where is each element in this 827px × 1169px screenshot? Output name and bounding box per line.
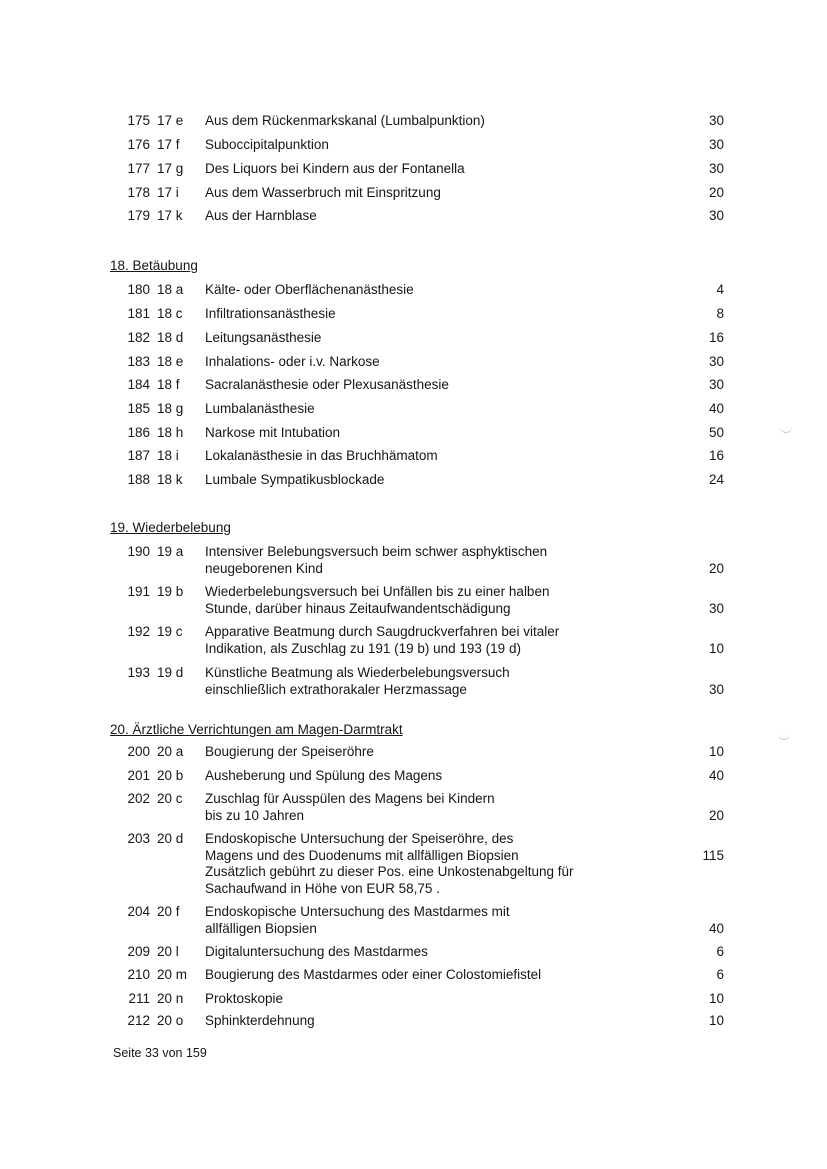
description-line: Lokalanästhesie in das Bruchhämatom (205, 448, 438, 463)
table-row (110, 137, 730, 154)
points-value: 6 (716, 944, 724, 959)
item-code: 19 c (157, 624, 183, 639)
description-line: Zusätzlich gebührt zu dieser Pos. eine Unkostenabgeltung für (205, 864, 574, 879)
points-value: 20 (708, 807, 724, 823)
table-row (110, 944, 730, 961)
position-number: 184 (127, 377, 150, 392)
position-number: 183 (127, 354, 150, 369)
position-number: 210 (127, 967, 150, 982)
table-row (110, 624, 730, 657)
points-value: 30 (708, 161, 724, 176)
table-row (110, 665, 730, 698)
item-code: 20 c (157, 791, 183, 806)
description-line: Indikation, als Zuschlag zu 191 (19 b) und 193 (19 d) (205, 640, 521, 656)
item-code: 18 c (157, 306, 183, 321)
item-description (205, 425, 620, 442)
item-code: 18 e (157, 354, 184, 369)
item-code: 20 m (157, 967, 188, 982)
description-line: Lumbalanästhesie (205, 401, 315, 416)
table-row (110, 161, 730, 178)
item-description (205, 967, 620, 984)
position-number: 204 (127, 904, 150, 919)
table-row (110, 185, 730, 202)
position-number: 190 (127, 544, 150, 559)
item-code: 18 f (157, 377, 180, 392)
points-value: 30 (708, 681, 724, 697)
table-row (110, 113, 730, 130)
item-code: 18 i (157, 448, 179, 463)
position-number: 176 (127, 137, 150, 152)
table-row (110, 425, 730, 442)
points-value: 30 (708, 113, 724, 128)
description-line: Inhalations- oder i.v. Narkose (205, 354, 380, 369)
item-description (205, 944, 620, 961)
position-number: 212 (127, 1013, 150, 1028)
table-row (110, 282, 730, 299)
item-code: 18 d (157, 330, 184, 345)
points-value: 10 (708, 744, 724, 759)
item-description (205, 161, 620, 178)
description-line: Stunde, darüber hinaus Zeitaufwandentschädigung (205, 600, 511, 616)
item-code: 17 g (157, 161, 184, 176)
item-description (205, 282, 620, 299)
table-row (110, 744, 730, 761)
item-description (205, 113, 620, 130)
description-line: Digitaluntersuchung des Mastdarmes (205, 944, 428, 959)
item-description (205, 584, 620, 617)
description-line: Endoskopische Untersuchung der Speiseröhre, des (205, 831, 514, 846)
item-code: 18 h (157, 425, 184, 440)
position-number: 202 (127, 791, 150, 806)
points-value: 40 (708, 920, 724, 936)
item-description (205, 354, 620, 371)
description-line: Apparative Beatmung durch Saugdruckverfahren bei vitaler (205, 624, 560, 639)
description-line: Sachaufwand in Höhe von EUR 58,75 . (205, 880, 440, 896)
item-code: 17 i (157, 185, 179, 200)
position-number: 209 (127, 944, 150, 959)
item-description (205, 744, 620, 761)
points-value: 10 (708, 1013, 724, 1028)
item-description (205, 472, 620, 489)
item-code: 18 a (157, 282, 184, 297)
table-row (110, 472, 730, 489)
points-value: 30 (708, 208, 724, 223)
position-number: 203 (127, 831, 150, 846)
description-line: Infiltrationsanästhesie (205, 306, 336, 321)
item-description (205, 1013, 620, 1030)
item-code: 18 k (157, 472, 183, 487)
description-line: Aus dem Wasserbruch mit Einspritzung (205, 185, 441, 200)
points-value: 30 (708, 137, 724, 152)
table-row (110, 791, 730, 824)
table-row (110, 831, 730, 897)
table-row (110, 584, 730, 617)
description-line: Sphinkterdehnung (205, 1013, 315, 1028)
points-value: 16 (708, 448, 724, 463)
position-number: 181 (127, 306, 150, 321)
points-value: 115 (702, 847, 724, 863)
item-code: 20 n (157, 991, 184, 1006)
position-number: 192 (127, 624, 150, 639)
description-line: Magens und des Duodenums mit allfälligen Biopsien (205, 847, 519, 863)
item-description (205, 991, 620, 1008)
points-value: 30 (708, 600, 724, 616)
section-heading-20: 20. Ärztliche Verrichtungen am Magen-Darmtrakt (110, 722, 403, 737)
table-row (110, 448, 730, 465)
item-code: 20 a (157, 744, 184, 759)
item-code: 20 l (157, 944, 179, 959)
item-code: 17 f (157, 137, 180, 152)
description-line: Leitungsanästhesie (205, 330, 322, 345)
points-value: 6 (716, 967, 724, 982)
points-value: 20 (708, 185, 724, 200)
position-number: 182 (127, 330, 150, 345)
points-value: 20 (708, 560, 724, 576)
description-line: Ausheberung und Spülung des Magens (205, 768, 443, 783)
item-code: 19 d (157, 665, 184, 680)
description-line: Suboccipitalpunktion (205, 137, 329, 152)
points-value: 30 (708, 377, 724, 392)
description-line: Endoskopische Untersuchung des Mastdarmes mit (205, 904, 510, 919)
points-value: 8 (716, 306, 724, 321)
item-code: 20 d (157, 831, 184, 846)
item-description (205, 401, 620, 418)
section-heading-19: 19. Wiederbelebung (110, 520, 231, 535)
item-code: 17 e (157, 113, 184, 128)
position-number: 185 (127, 401, 150, 416)
description-line: Des Liquors bei Kindern aus der Fontanella (205, 161, 465, 176)
description-line: Kälte- oder Oberflächenanästhesie (205, 282, 414, 297)
position-number: 191 (127, 584, 150, 599)
description-line: Proktoskopie (205, 991, 284, 1006)
table-row (110, 967, 730, 984)
scan-mark (780, 424, 792, 433)
item-description (205, 306, 620, 323)
description-line: Bougierung der Speiseröhre (205, 744, 374, 759)
item-description (205, 208, 620, 225)
item-code: 19 a (157, 544, 184, 559)
item-description (205, 904, 620, 937)
item-description (205, 448, 620, 465)
table-row (110, 306, 730, 323)
description-line: bis zu 10 Jahren (205, 807, 305, 823)
description-line: Bougierung des Mastdarmes oder einer Colostomiefistel (205, 967, 542, 982)
table-row (110, 208, 730, 225)
description-line: Künstliche Beatmung als Wiederbelebungsversuch (205, 665, 510, 680)
description-line: Lumbale Sympatikusblockade (205, 472, 385, 487)
item-code: 19 b (157, 584, 184, 599)
points-value: 40 (708, 768, 724, 783)
item-description (205, 831, 620, 897)
position-number: 175 (127, 113, 150, 128)
item-description (205, 137, 620, 154)
table-row (110, 401, 730, 418)
item-code: 17 k (157, 208, 183, 223)
scan-mark (778, 731, 790, 740)
description-line: Narkose mit Intubation (205, 425, 341, 440)
table-row (110, 544, 730, 577)
position-number: 188 (127, 472, 150, 487)
description-line: Sacralanästhesie oder Plexusanästhesie (205, 377, 449, 392)
description-line: Zuschlag für Ausspülen des Magens bei Kindern (205, 791, 495, 806)
section-heading-18: 18. Betäubung (110, 258, 198, 273)
description-line: einschließlich extrathorakaler Herzmassage (205, 681, 467, 697)
position-number: 177 (127, 161, 150, 176)
points-value: 10 (708, 991, 724, 1006)
table-row (110, 904, 730, 937)
item-description (205, 624, 620, 657)
points-value: 40 (708, 401, 724, 416)
item-code: 20 f (157, 904, 180, 919)
table-row (110, 330, 730, 347)
position-number: 200 (127, 744, 150, 759)
description-line: Wiederbelebungsversuch bei Unfällen bis zu einer halben (205, 584, 550, 599)
position-number: 178 (127, 185, 150, 200)
description-line: Aus der Harnblase (205, 208, 317, 223)
points-value: 30 (708, 354, 724, 369)
description-line: neugeborenen Kind (205, 560, 323, 576)
position-number: 187 (127, 448, 150, 463)
position-number: 193 (127, 665, 150, 680)
table-row (110, 991, 730, 1008)
points-value: 4 (716, 282, 724, 297)
description-line: Aus dem Rückenmarkskanal (Lumbalpunktion) (205, 113, 485, 128)
position-number: 201 (127, 768, 150, 783)
table-row (110, 768, 730, 785)
table-row (110, 354, 730, 371)
position-number: 186 (127, 425, 150, 440)
item-description (205, 768, 620, 785)
points-value: 50 (708, 425, 724, 440)
points-value: 10 (708, 640, 724, 656)
item-description (205, 185, 620, 202)
page-footer: Seite 33 von 159 (113, 1046, 207, 1060)
position-number: 211 (128, 991, 150, 1006)
item-description (205, 544, 620, 577)
item-description (205, 330, 620, 347)
position-number: 180 (127, 282, 150, 297)
position-number: 179 (127, 208, 150, 223)
item-code: 20 o (157, 1013, 184, 1028)
table-row (110, 1013, 730, 1030)
item-description (205, 665, 620, 698)
description-line: Intensiver Belebungsversuch beim schwer asphyktischen (205, 544, 548, 559)
item-description (205, 791, 620, 824)
item-code: 20 b (157, 768, 184, 783)
points-value: 24 (708, 472, 724, 487)
description-line: allfälligen Biopsien (205, 920, 317, 936)
table-row (110, 377, 730, 394)
item-code: 18 g (157, 401, 184, 416)
points-value: 16 (708, 330, 724, 345)
item-description (205, 377, 620, 394)
